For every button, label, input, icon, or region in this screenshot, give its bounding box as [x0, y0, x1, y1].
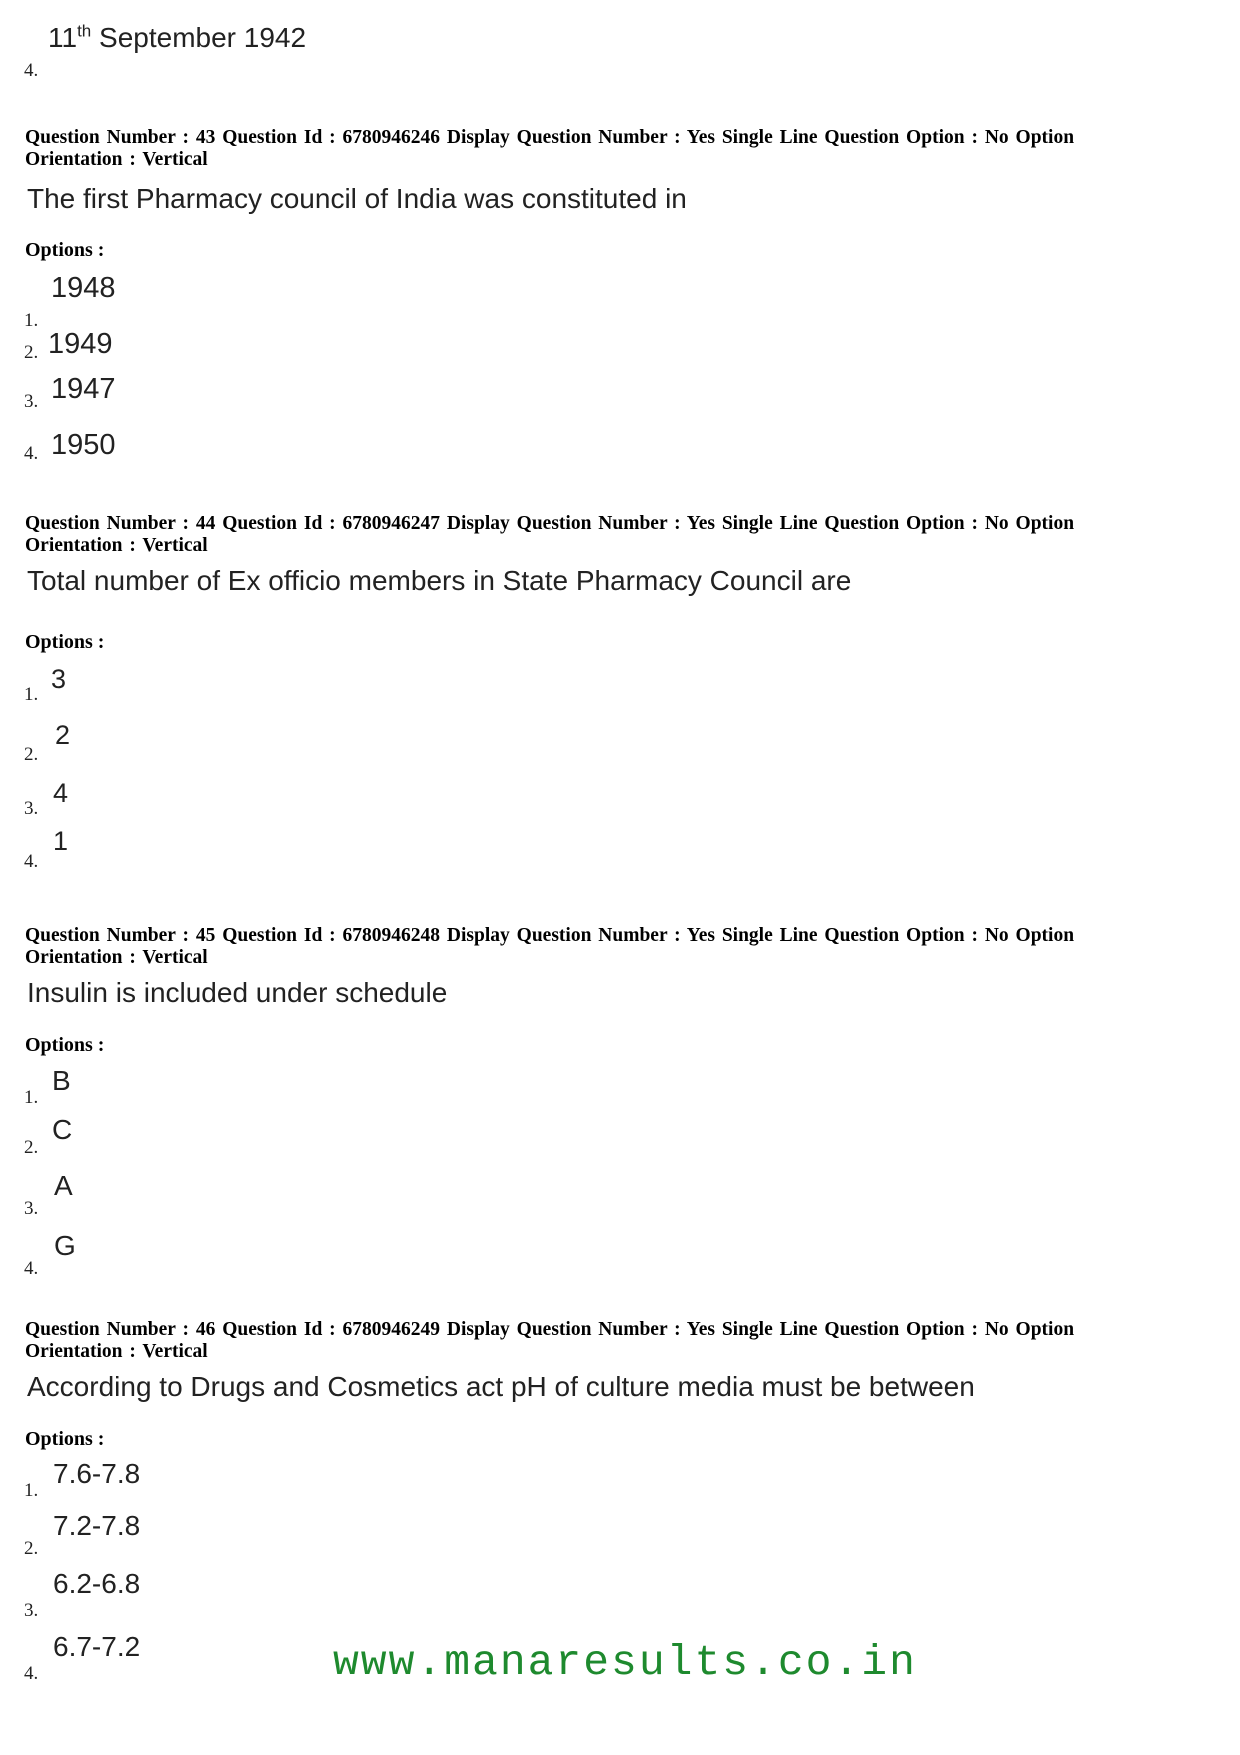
- question-text: According to Drugs and Cosmetics act pH of culture media must be between: [27, 1371, 975, 1402]
- option-value: 7.2-7.8: [53, 1510, 141, 1541]
- option-number: 1.: [24, 310, 39, 331]
- option-value: A: [54, 1170, 73, 1201]
- option-number: 1.: [24, 684, 39, 705]
- option-number: 3.: [24, 391, 39, 412]
- option-number: 2.: [24, 1137, 39, 1158]
- option-value: 11th September 1942: [48, 21, 307, 53]
- question-text: Insulin is included under schedule: [27, 977, 448, 1008]
- option-value: 6.7-7.2: [53, 1631, 141, 1662]
- option-number: 2.: [24, 342, 39, 363]
- option-number: 4.: [24, 1258, 39, 1279]
- option-value: 1: [53, 826, 69, 856]
- option-value: 4: [53, 778, 69, 808]
- question-meta: Question Number : 45 Question Id : 6780946248 Display Question Number : Yes Single Line Question Option : No Option Orientation : Vertical: [25, 925, 1075, 968]
- option-number: 4.: [24, 443, 39, 464]
- option-number: 4.: [24, 851, 39, 872]
- options-label: Options :: [25, 1034, 105, 1056]
- options-label: Options :: [25, 239, 105, 261]
- question-meta: Question Number : 44 Question Id : 6780946247 Display Question Number : Yes Single Line Question Option : No Option Orientation : Vertical: [25, 513, 1075, 556]
- option-number: 3.: [24, 798, 39, 819]
- option-value: G: [54, 1230, 76, 1261]
- option-number: 2.: [24, 744, 39, 765]
- option-value: 1949: [48, 328, 113, 360]
- option-value: 1948: [51, 272, 116, 304]
- option-number: 4.: [24, 60, 39, 81]
- option-number: 2.: [24, 1538, 39, 1559]
- question-text: Total number of Ex officio members in State Pharmacy Council are: [27, 565, 852, 596]
- option-value: 1950: [51, 429, 116, 461]
- option-value: 7.6-7.8: [53, 1458, 141, 1489]
- question-meta: Question Number : 43 Question Id : 6780946246 Display Question Number : Yes Single Line Question Option : No Option Orientation : Vertical: [25, 127, 1075, 170]
- option-number: 4.: [24, 1663, 39, 1684]
- option-number: 1.: [24, 1087, 39, 1108]
- options-label: Options :: [25, 1428, 105, 1450]
- option-number: 1.: [24, 1480, 39, 1501]
- question-text: The first Pharmacy council of India was constituted in: [27, 183, 687, 214]
- option-number: 3.: [24, 1198, 39, 1219]
- option-value: C: [52, 1114, 73, 1145]
- option-value: 1947: [51, 373, 116, 405]
- option-number: 3.: [24, 1600, 39, 1621]
- option-value: 3: [51, 664, 67, 694]
- option-value: B: [52, 1065, 71, 1096]
- footer-watermark-url: www.manaresults.co.in: [333, 1638, 917, 1687]
- options-label: Options :: [25, 631, 105, 653]
- option-value: 2: [55, 720, 71, 750]
- question-meta: Question Number : 46 Question Id : 6780946249 Display Question Number : Yes Single Line Question Option : No Option Orientation : Vertical: [25, 1319, 1075, 1362]
- option-value: 6.2-6.8: [53, 1568, 141, 1599]
